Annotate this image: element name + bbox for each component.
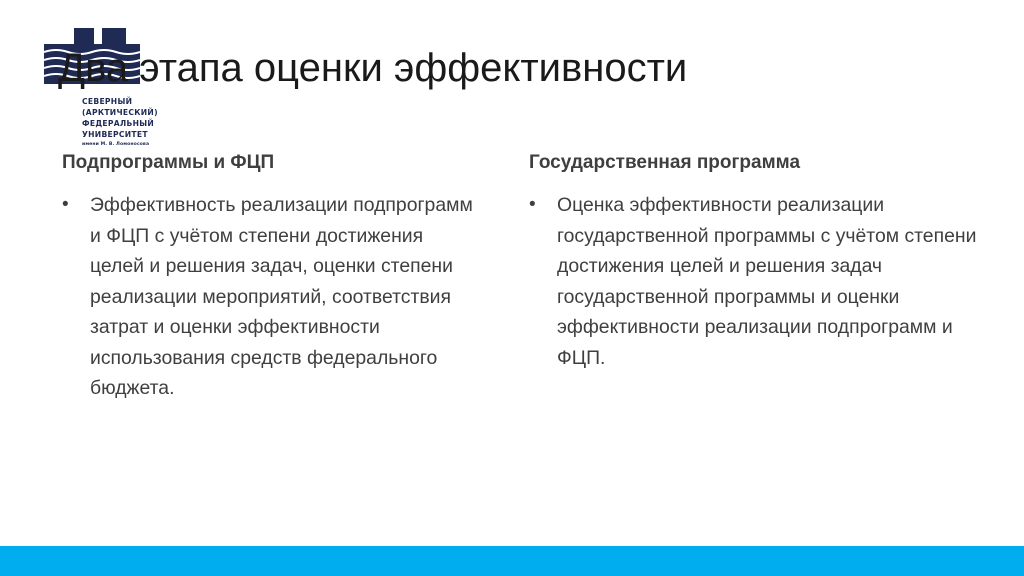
bullet-text: Эффективность реализации подпрограмм и ФЦП с учётом степени достижения целей и решения задач, оценки степени реализации мероприятий, соответствия затрат и оценки эффективности использования средств федерального бюджета. [90, 194, 473, 399]
column-subprograms [62, 152, 482, 404]
column-state-program [529, 152, 979, 373]
bullet-icon: • [62, 194, 69, 215]
logo-line: СЕВЕРНЫЙ [82, 97, 133, 106]
column-heading: Подпрограммы и ФЦП [62, 152, 275, 173]
bottom-accent-bar [0, 546, 1024, 576]
logo-line: (АРКТИЧЕСКИЙ) [82, 108, 158, 117]
column-heading: Государственная программа [529, 152, 801, 173]
logo-line: ФЕДЕРАЛЬНЫЙ [82, 119, 155, 128]
bullet-text: Оценка эффективности реализации государственной программы с учётом степени достижения целей и решения задач государственной программы и оценки эффективности реализации подпрограмм и ФЦП. [557, 194, 977, 369]
bullet-item [529, 190, 979, 373]
logo-line: УНИВЕРСИТЕТ [82, 130, 148, 139]
logo-line: имени М. В. Ломоносова [82, 142, 150, 147]
bullet-item [62, 190, 482, 404]
bullet-icon: • [529, 194, 536, 215]
logo-text [82, 96, 182, 149]
slide-title: Два этапа оценки эффективности [58, 46, 688, 90]
